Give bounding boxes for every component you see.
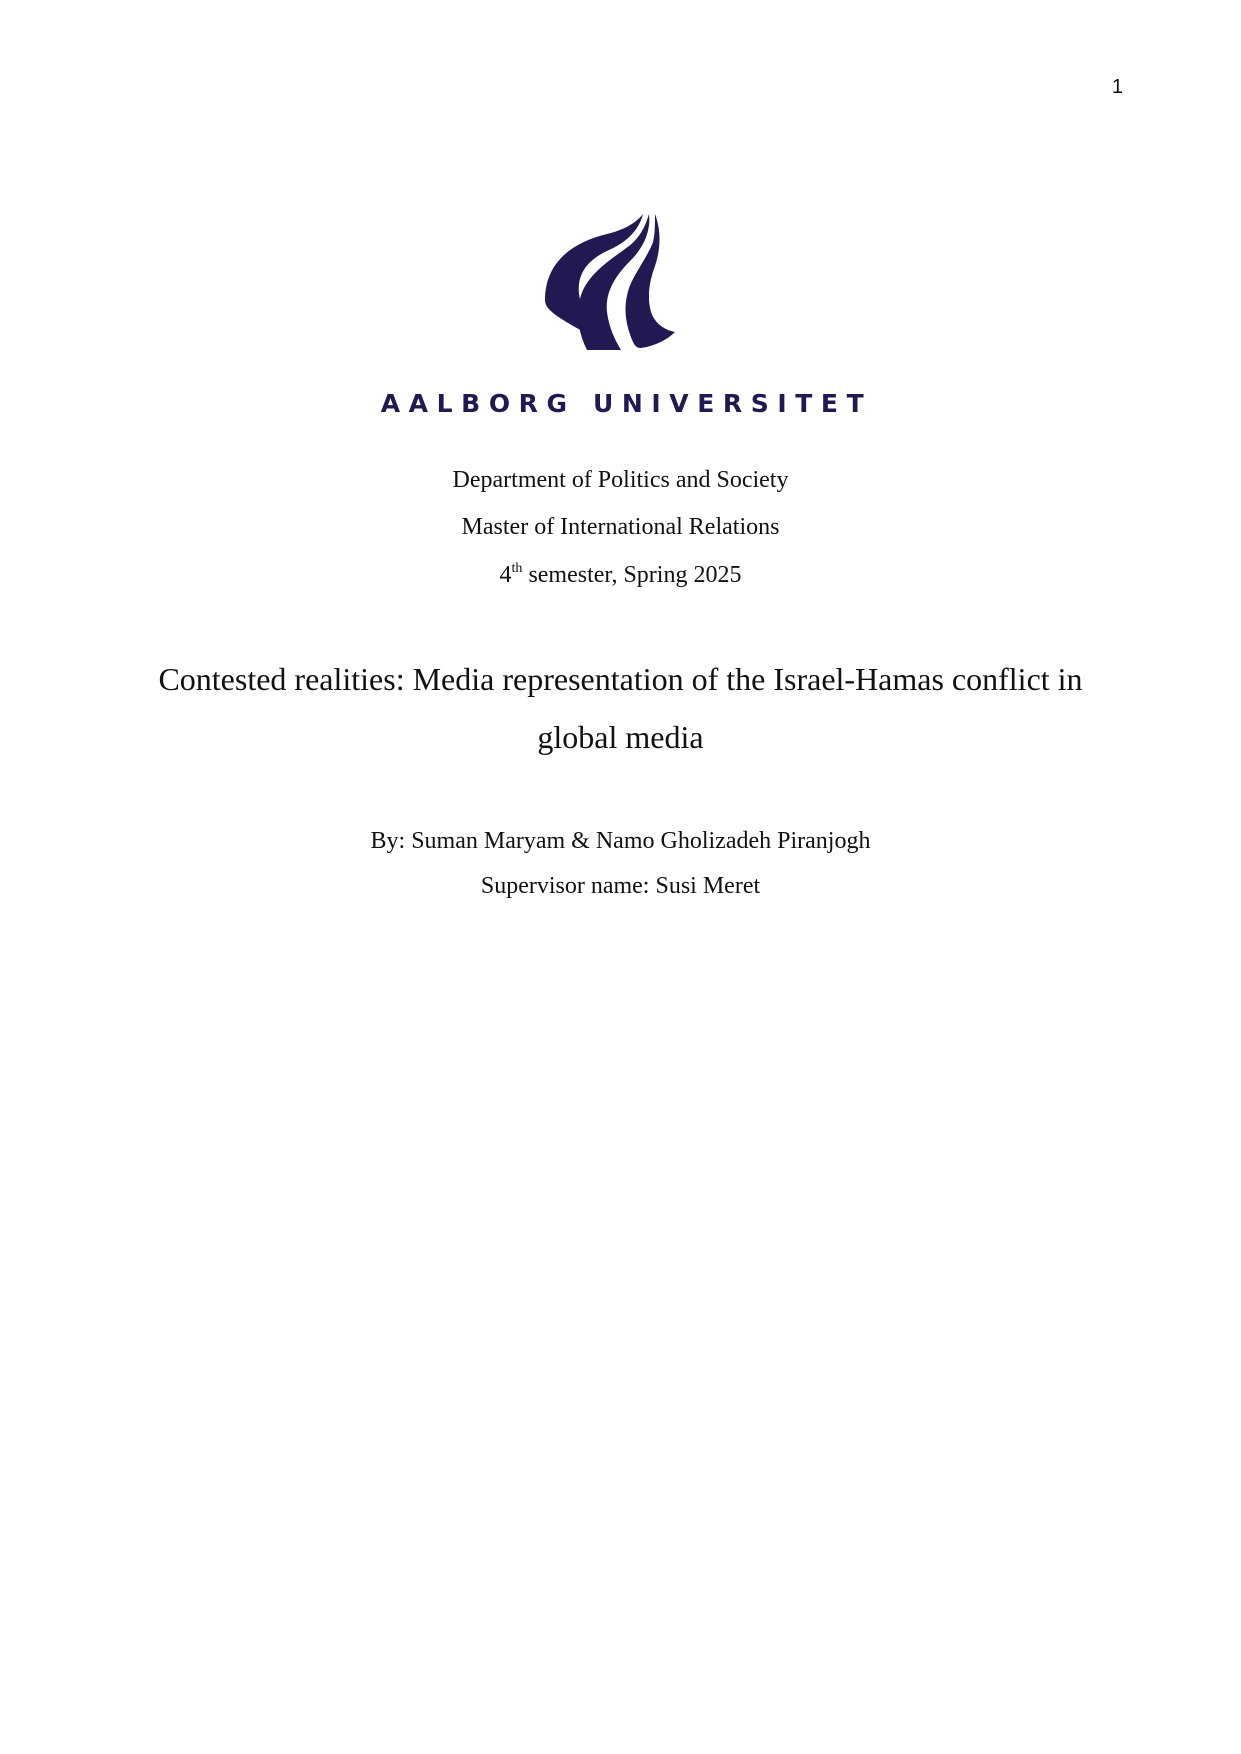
page-number: 1 [1111,76,1123,98]
semester-ordinal-suffix: th [511,561,523,576]
supervisor: Supervisor name: Susi Meret [480,873,761,899]
aalborg-university-wave-icon [543,212,683,352]
university-wordmark: AALBORG UNIVERSITET [380,389,873,418]
university-logo [0,212,1241,357]
authors: By: Suman Maryam & Namo Gholizadeh Piranjogh [370,828,871,854]
semester-number: 4 [499,562,512,588]
semester-text: semester, Spring 2025 [522,562,742,588]
semester-line [0,560,1241,594]
thesis-title: Contested realities: Media representation of the Israel-Hamas conflict in global media [158,661,1083,755]
program-name: Master of International Relations [461,514,780,540]
department-name: Department of Politics and Society [452,467,789,493]
